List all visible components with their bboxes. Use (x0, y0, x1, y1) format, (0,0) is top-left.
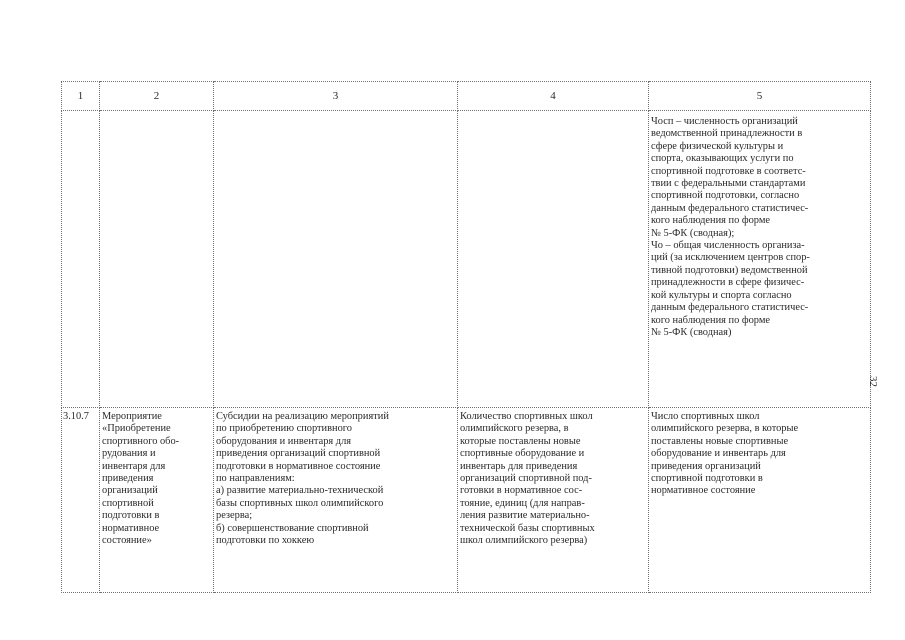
measure-name-cell: Мероприятие «Приобретение спортивного обо- рудования и инвентаря для приведения организаций спортивной подготовки в нормативное состояние» (100, 408, 214, 593)
indicator-cell: Количество спортивных школ олимпийского резерва, в которые поставлены новые спортивные оборудование и инвентарь для приведения организаций спортивной под- готовки в нормативное сос- тояние, единиц (для направ- ления развитие материально- технической базы спортивных школ олимпийского резерва) (458, 408, 649, 593)
description-cell (214, 111, 458, 408)
document-table (61, 81, 871, 593)
indicator-cell (458, 111, 649, 408)
column-number-1: 1 (62, 82, 100, 111)
table-row (62, 408, 871, 593)
column-number-5: 5 (649, 82, 871, 111)
table-header-row (62, 82, 871, 111)
description-cell: Субсидии на реализацию мероприятий по приобретению спортивного оборудования и инвентаря для приведения организаций спортивной подготовки в нормативное состояние по направлениям: а) развитие материально-технической базы спортивных школ олимпийского резерва; б) совершенствование спортивной подготовки по хоккею (214, 408, 458, 593)
row-number-cell (62, 111, 100, 408)
column-number-4: 4 (458, 82, 649, 111)
page-number: 32 (867, 376, 879, 387)
column-number-2: 2 (100, 82, 214, 111)
table-row (62, 111, 871, 408)
column-number-3: 3 (214, 82, 458, 111)
row-number-cell: 3.10.7 (62, 408, 100, 593)
calculation-method-cell: Число спортивных школ олимпийского резерва, в которые поставлены новые спортивные оборудование и инвентарь для приведения организаций спортивной подготовки в нормативное состояние (649, 408, 871, 593)
measure-name-cell (100, 111, 214, 408)
calculation-method-cell: Чосп – численность организаций ведомственной принадлежности в сфере физической культуры и спорта, оказывающих услуги по спортивной подготовке в соответс- твии с федеральными стандартами спортивной подготовки, согласно данным федерального статистичес- кого наблюдения по форме № 5-ФК (сводная); Чо – общая численность организа- ций (за исключением центров спор- тивной подготовки) ведомственной принадлежности в сфере физичес- кой культуры и спорта согласно данным федерального статистичес- кого наблюдения по форме № 5-ФК (сводная) (649, 111, 871, 408)
